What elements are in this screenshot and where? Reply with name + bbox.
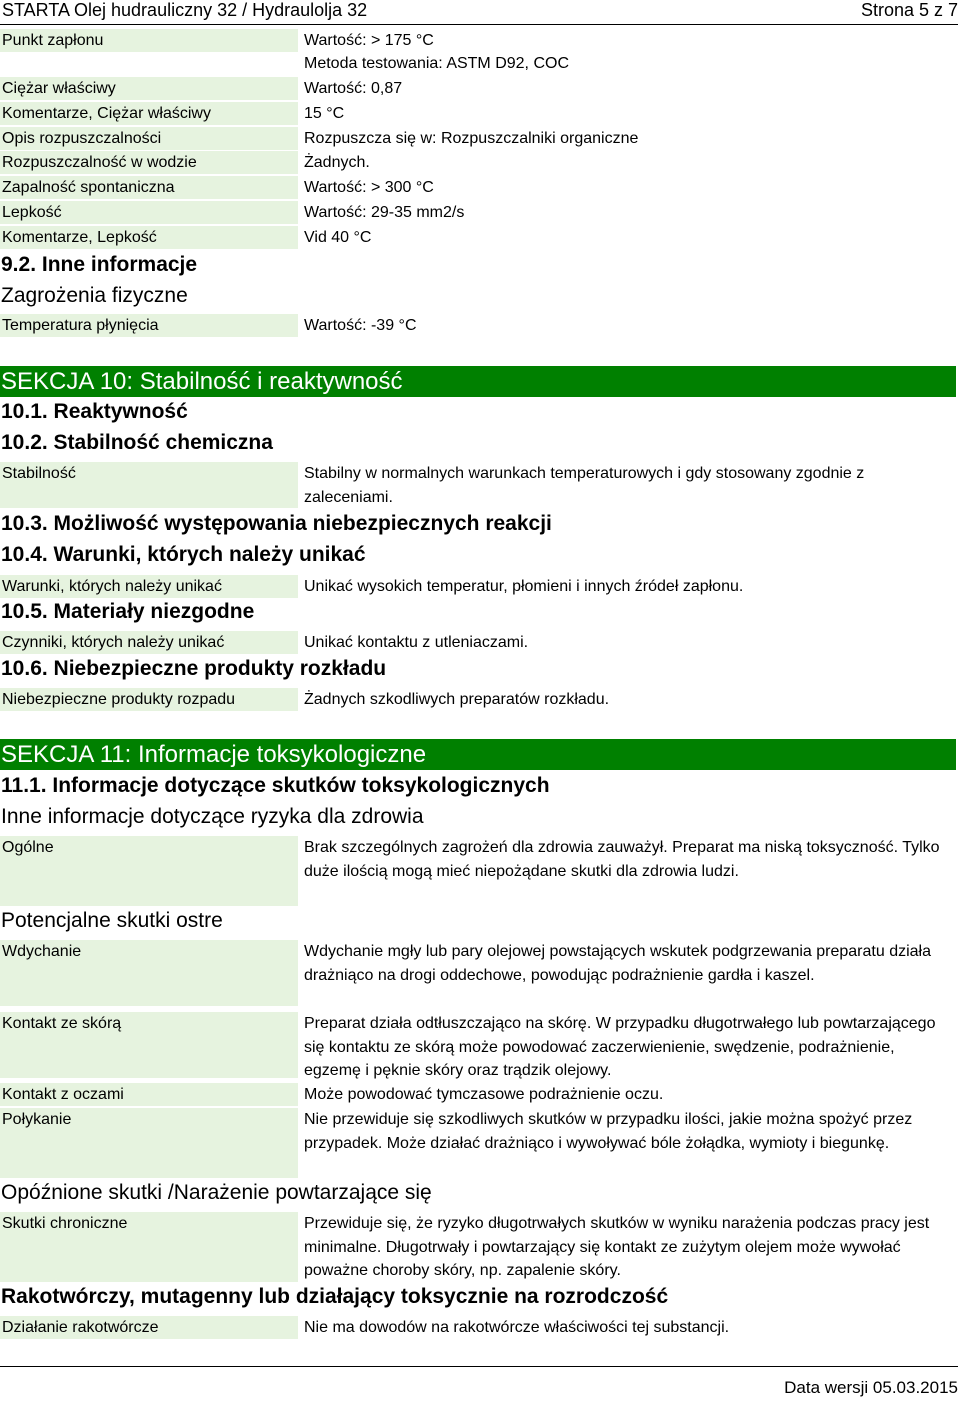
incompatible-materials-value: Unikać kontaktu z utleniaczami. (304, 634, 529, 651)
chemical-stability-heading: 10.2. Stabilność chemiczna (1, 431, 273, 454)
section-10-banner: SEKCJA 10: Stabilność i reaktywność (0, 366, 956, 397)
page-header (0, 0, 960, 26)
header-divider (0, 24, 958, 25)
flash-point-label: Punkt zapłonu (0, 29, 298, 52)
chronic-effects-value: Przewiduje się, że ryzyko długotrwałych skutków w wyniku narażenia podczas pracy jest minimalne. Długotrwały i powtarzający się kontakt ze zużytym olejem może wywołać poważne choroby skóry, np. zapalenie skóry. (304, 1215, 930, 1279)
viscosity-label: Lepkość (0, 201, 298, 224)
water-solubility-value: Żadnych. (304, 154, 370, 171)
density-label: Ciężar właściwy (0, 77, 298, 100)
delayed-effects-heading: Opóźnione skutki /Narażenie powtarzające się (1, 1181, 432, 1204)
general-label: Ogólne (0, 836, 298, 906)
autoignition-label: Zapalność spontaniczna (0, 176, 298, 199)
conditions-to-avoid-label: Warunki, których należy unikać (0, 575, 298, 598)
autoignition-value: Wartość: > 300 °C (304, 179, 434, 196)
eye-contact-value: Może powodować tymczasowe podrażnienie oczu. (304, 1086, 664, 1103)
solubility-value: Rozpuszcza się w: Rozpuszczalniki organiczne (304, 130, 639, 147)
physical-hazards-heading: Zagrożenia fizyczne (1, 284, 188, 307)
skin-contact-value: Preparat działa odtłuszczająco na skórę. W przypadku długotrwałego lub powtarzającego się kontaktu ze skórą może powodować zaczerwienienie, swędzenie, podrażnienie, egzemę i pęknie skóry oraz trądzik olejowy. (304, 1015, 936, 1079)
density-comment-value: 15 °C (304, 105, 345, 122)
section-11-banner: SEKCJA 11: Informacje toksykologiczne (0, 739, 956, 770)
other-health-risks-heading: Inne informacje dotyczące ryzyka dla zdrowia (1, 805, 424, 828)
page-number: Strona 5 z 7 (860, 0, 958, 20)
flash-point-method: Metoda testowania: ASTM D92, COC (304, 55, 569, 72)
decomposition-value: Żadnych szkodliwych preparatów rozkładu. (304, 691, 610, 708)
decomposition-label: Niebezpieczne produkty rozpadu (0, 688, 298, 711)
cmr-heading: Rakotwórczy, mutagenny lub działający toksycznie na rozrodczość (1, 1285, 669, 1308)
flash-point-value: Wartość: > 175 °C (304, 32, 434, 49)
acute-effects-heading: Potencjalne skutki ostre (1, 909, 223, 932)
stability-label: Stabilność (0, 462, 298, 508)
water-solubility-label: Rozpuszczalność w wodzie (0, 151, 298, 174)
pour-point-label: Temperatura płynięcia (0, 314, 298, 337)
conditions-to-avoid-heading: 10.4. Warunki, których należy unikać (1, 543, 366, 566)
inhalation-value: Wdychanie mgły lub pary olejowej powstających wskutek podgrzewania preparatu działa drażniąco na drogi oddechowe, powodując podrażnienie gardła i kaszel. (304, 943, 931, 984)
conditions-to-avoid-value: Unikać wysokich temperatur, płomieni i innych źródeł zapłonu. (304, 578, 744, 595)
ingestion-label: Połykanie (0, 1108, 298, 1178)
toxicological-effects-heading: 11.1. Informacje dotyczące skutków toksykologicznych (1, 774, 550, 797)
incompatible-materials-heading: 10.5. Materiały niezgodne (1, 600, 255, 623)
inhalation-label: Wdychanie (0, 940, 298, 1006)
ingestion-value: Nie przewiduje się szkodliwych skutków w przypadku ilości, jakie można spożyć przez przypadek. Może działać drażniąco i wywoływać bóle żołądka, wymioty i biegunkę. (304, 1111, 913, 1152)
incompatible-materials-label: Czynniki, których należy unikać (0, 631, 298, 654)
solubility-label: Opis rozpuszczalności (0, 127, 298, 150)
other-info-heading: 9.2. Inne informacje (1, 253, 198, 276)
density-value: Wartość: 0,87 (304, 80, 403, 97)
viscosity-comment-label: Komentarze, Lepkość (0, 226, 298, 249)
pour-point-value: Wartość: -39 °C (304, 317, 417, 334)
stability-value: Stabilny w normalnych warunkach temperaturowych i gdy stosowany zgodnie z zaleceniami. (304, 465, 865, 506)
carcinogenicity-value: Nie ma dowodów na rakotwórcze właściwości tej substancji. (304, 1319, 730, 1336)
version-date: Data wersji 05.03.2015 (784, 1378, 958, 1397)
viscosity-value: Wartość: 29-35 mm2/s (304, 204, 465, 221)
document-title: STARTA Olej hudrauliczny 32 / Hydraulolja 32 (2, 0, 368, 20)
hazardous-reactions-heading: 10.3. Możliwość występowania niebezpiecznych reakcji (1, 512, 552, 535)
chronic-effects-label: Skutki chroniczne (0, 1212, 298, 1282)
eye-contact-label: Kontakt z oczami (0, 1083, 298, 1106)
footer-divider (0, 1366, 958, 1367)
decomposition-heading: 10.6. Niebezpieczne produkty rozkładu (1, 657, 387, 680)
viscosity-comment-value: Vid 40 °C (304, 229, 372, 246)
carcinogenicity-label: Działanie rakotwórcze (0, 1316, 298, 1339)
general-value: Brak szczególnych zagrożeń dla zdrowia zauważył. Preparat ma niską toksyczność. Tylko duże ilością mogą mieć niepożądane skutki dla zdrowia ludzi. (304, 839, 940, 880)
reactivity-heading: 10.1. Reaktywność (1, 400, 188, 423)
skin-contact-label: Kontakt ze skórą (0, 1012, 298, 1078)
density-comment-label: Komentarze, Ciężar właściwy (0, 102, 298, 125)
